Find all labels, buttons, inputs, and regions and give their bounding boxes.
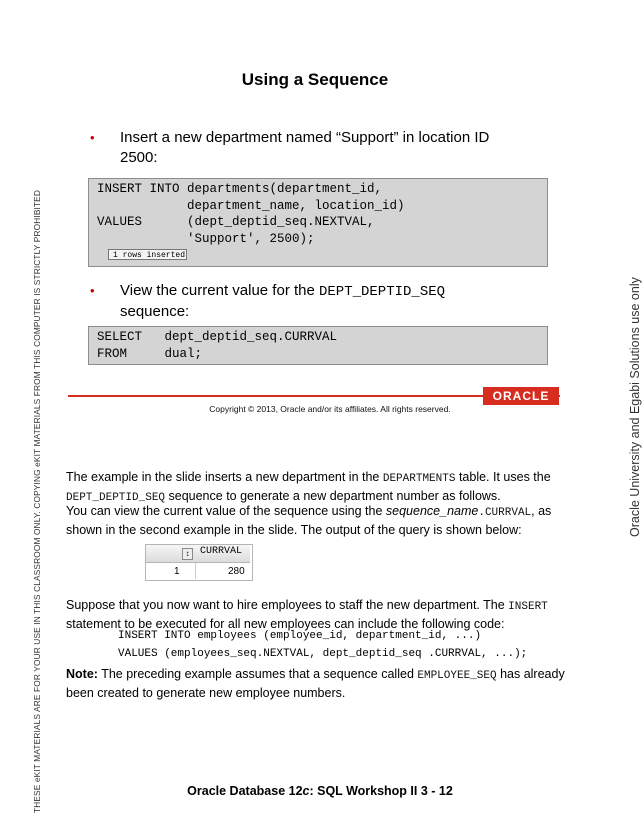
column-header: CURRVAL	[200, 546, 243, 557]
notes-text: You can view the current value of the sequence using the	[66, 504, 386, 518]
watermark-left: THESE eKIT MATERIALS ARE FOR YOUR USE IN THIS CLASSROOM ONLY. COPYING eKIT MATERIALS FROM THIS COMPUTER IS STRICTLY PROHIBITED	[32, 190, 42, 813]
currval-keyword: .CURRVAL	[478, 507, 532, 519]
notes-text: table. It uses the	[455, 470, 551, 484]
rows-inserted-label: 1 rows inserted	[108, 249, 187, 260]
oracle-logo: ORACLE	[483, 387, 559, 405]
code-line: INSERT INTO employees (employee_id, department_id, ...)	[118, 630, 482, 642]
notes-text: , as	[531, 504, 552, 518]
insert-keyword: INSERT	[508, 601, 548, 613]
notes-paragraph-1	[66, 469, 566, 507]
bullet-text: sequence:	[120, 303, 190, 320]
footer-italic: c	[302, 784, 310, 798]
notes-text: The preceding example assumes that a sequence called	[97, 667, 418, 681]
bullet-text: 2500:	[120, 149, 158, 166]
code-select: SELECT dept_deptid_seq.CURRVAL FROM dual;	[88, 326, 548, 365]
code-line: VALUES (employees_seq.NEXTVAL, dept_deptid_seq .CURRVAL, ...);	[118, 648, 528, 660]
notes-paragraph-3	[66, 597, 566, 633]
notes-text: The example in the slide inserts a new department in the	[66, 470, 383, 484]
footer-text: Oracle Database 12	[187, 784, 303, 798]
code-insert: INSERT INTO departments(department_id, department_name, location_id) VALUES (dept_deptid_seq.NEXTVAL, 'Support', 2500);	[88, 178, 548, 267]
notes-paragraph-2	[66, 503, 566, 539]
notes-text: Suppose that you now want to hire employees to staff the new department. The	[66, 598, 509, 612]
notes-text: statement to be executed for all new employees can include the following code:	[66, 617, 505, 631]
column-separator	[195, 563, 196, 579]
notes-text: has already	[496, 667, 565, 681]
sequence-name: DEPT_DEPTID_SEQ	[319, 284, 446, 300]
bullet-dot-icon: •	[90, 283, 95, 298]
notes-italic: sequence_name	[385, 504, 479, 518]
bullet-text: Insert a new department named “Support” in location ID	[120, 129, 490, 146]
grid-header	[146, 545, 250, 563]
sequence-name: DEPT_DEPTID_SEQ	[66, 492, 166, 504]
note-label: Note:	[66, 667, 98, 681]
notes-text: been created to generate new employee numbers.	[66, 686, 346, 700]
page-footer	[170, 784, 470, 798]
bullet-text: View the current value for the	[120, 282, 319, 299]
notes-text: sequence to generate a new department number as follows.	[165, 489, 501, 503]
sort-icon: ↕	[182, 548, 193, 560]
watermark-right: Oracle University and Egabi Solutions use only	[628, 277, 642, 537]
cell-value: 280	[228, 566, 245, 577]
bullet-dot-icon: •	[90, 130, 95, 145]
slide-title: Using a Sequence	[241, 70, 389, 89]
table-name: DEPARTMENTS	[382, 473, 456, 485]
sequence-name: EMPLOYEE_SEQ	[417, 670, 497, 682]
query-result-grid	[145, 544, 253, 581]
notes-note	[66, 666, 566, 702]
notes-text: shown in the second example in the slide. The output of the query is shown below:	[66, 523, 522, 537]
copyright: Copyright © 2013, Oracle and/or its affiliates. All rights reserved.	[209, 404, 451, 414]
footer-text: : SQL Workshop II 3 - 12	[309, 784, 453, 798]
row-number: 1	[174, 566, 180, 577]
